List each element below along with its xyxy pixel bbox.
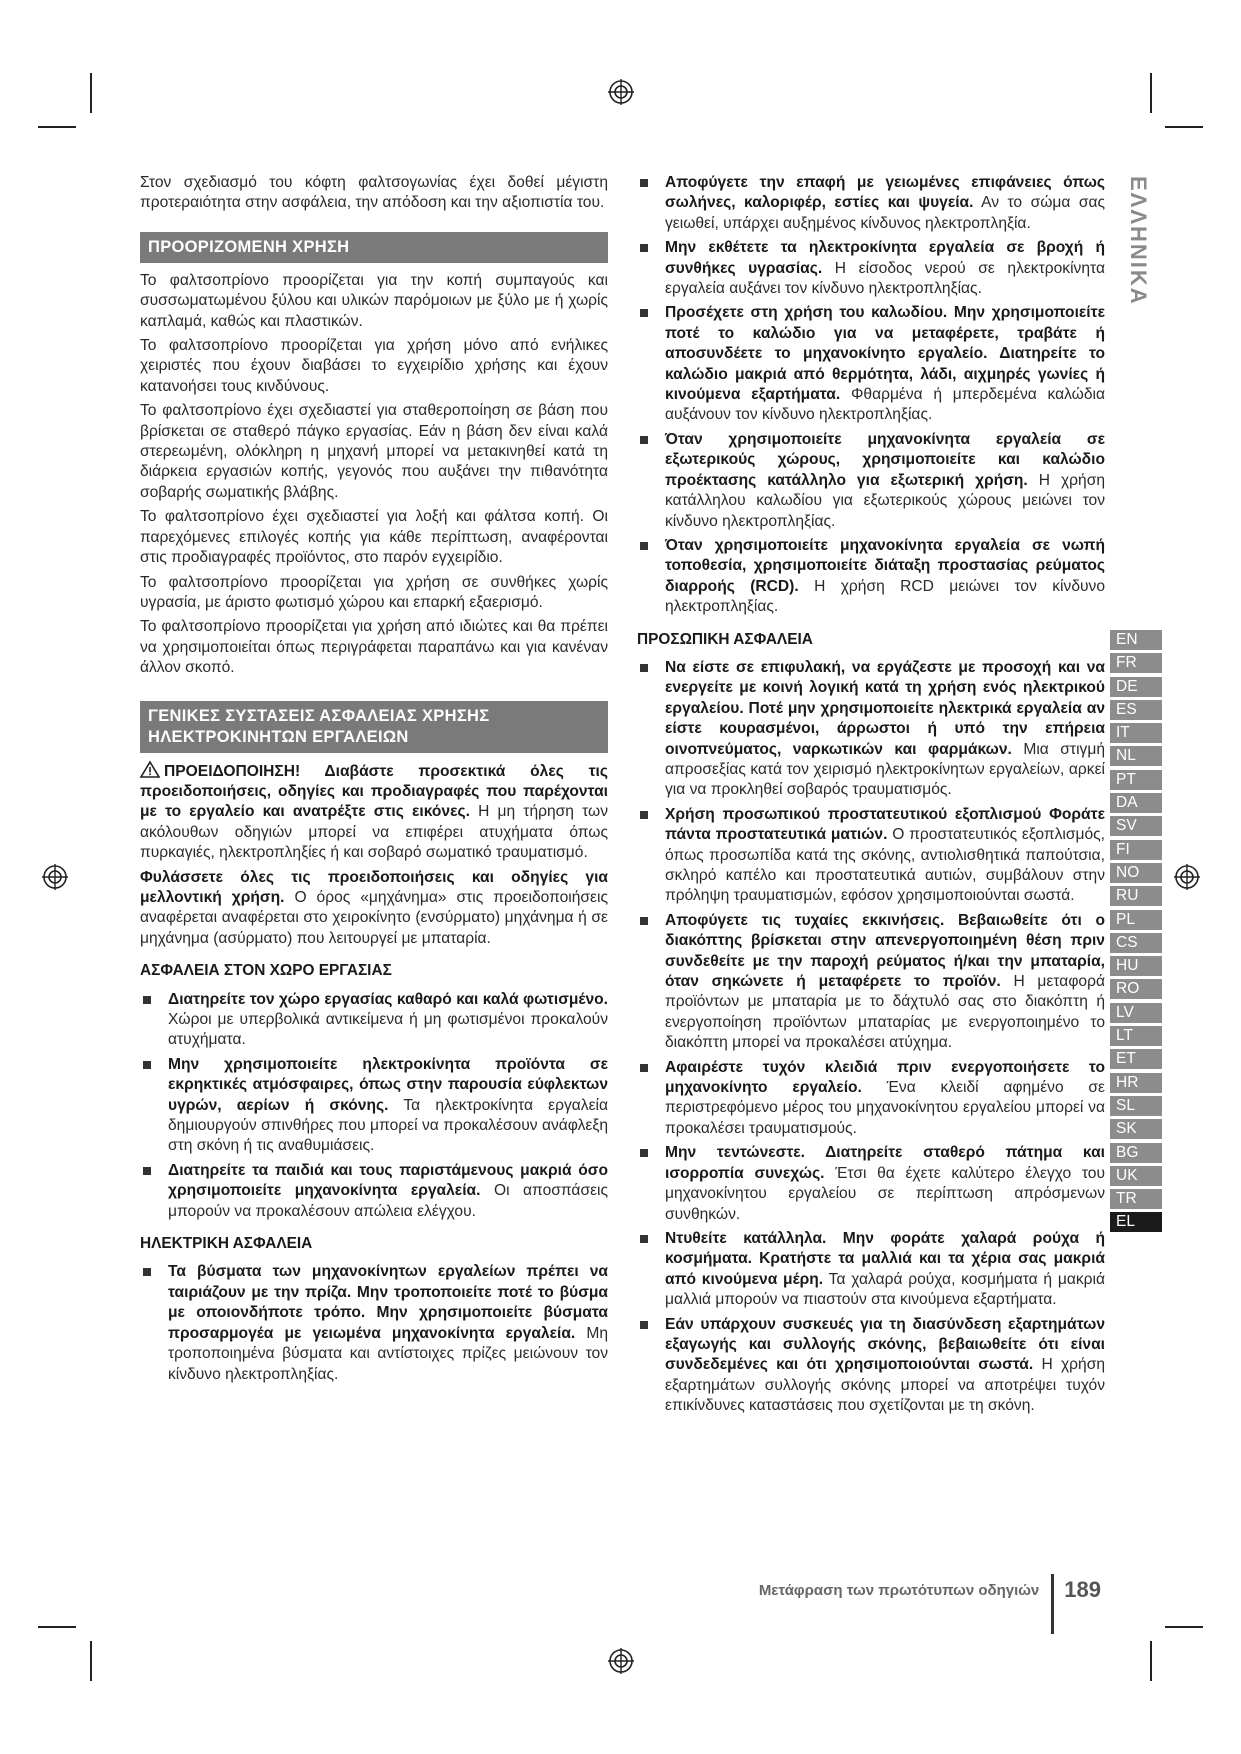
paragraph: Το φαλτσοπρίονο προορίζεται για την κοπή συμπαγούς και συσσωματωμένου ξύλου και υλικών παρόμοιων με ξύλο με ή χωρίς καπλαμά, καθώς και πλαστικών. (140, 271, 608, 330)
list-item-text: Μια στιγμή απροσεξίας κατά τον χειρισμό ηλεκτροκίνητων εργαλείων, αρκεί για να προκληθεί σοβαρός τραυματισμός. (665, 740, 1105, 799)
crop-mark (1150, 1641, 1152, 1681)
language-tab-pt: PT (1110, 770, 1162, 790)
list-item-bold: Να είστε σε επιφυλακή, να εργάζεστε με προσοχή και να ενεργείτε με κοινή λογική κατά τη χρήση ενός ηλεκτρικού εργαλείου. Ποτέ μην χρησιμοποιείτε ηλεκτρικά εργαλεία αν είστε κουρασμένοι, άρρωστοι ή υπό την επήρεια οινοπνεύματος, ναρκωτικών και φαρμάκων. (665, 658, 1105, 758)
crop-mark (90, 73, 92, 113)
language-tab-el: EL (1110, 1212, 1162, 1232)
registration-mark-icon (40, 862, 70, 892)
language-tab-fi: FI (1110, 840, 1162, 860)
language-tab-sk: SK (1110, 1119, 1162, 1139)
warning-triangle-icon (140, 761, 160, 778)
crop-mark (1165, 1626, 1203, 1628)
warning-bold: ΠΡΟΕΙΔΟΠΟΙΗΣΗ! Διαβάστε προσεκτικά όλες τις προειδοποιήσεις, οδηγίες και προδιαγραφές που παρέχονται με το εργαλείο και ανατρέξτε στις εικόνες. (140, 762, 608, 821)
language-tabs (1110, 630, 1162, 1236)
electrical-list (140, 1262, 608, 1384)
list-item-text: Η χρήση κατάλληλου καλωδίου για εξωτερικούς χώρους μειώνει τον κίνδυνο ηλεκτροπληξίας. (665, 471, 1105, 530)
subheading-electrical: ΗΛΕΚΤΡΙΚΗ ΑΣΦΑΛΕΙΑ (140, 1235, 313, 1253)
registration-mark-icon (1172, 862, 1202, 892)
list-item-text: Η είσοδος νερού σε ηλεκτροκίνητα εργαλεία αυξάνει τον κίνδυνο ηλεκτροπληξίας. (665, 259, 1105, 298)
list-item-bold: Μην τεντώνεστε. Διατηρείτε σταθερό πάτημα και ισορροπία συνεχώς. (665, 1144, 1105, 1182)
list-item (637, 1143, 1105, 1225)
language-tab-cs: CS (1110, 933, 1162, 953)
section-header-line: ΗΛΕΚΤΡΟΚΙΝΗΤΩΝ ΕΡΓΑΛΕΙΩΝ (148, 727, 409, 746)
language-tab-uk: UK (1110, 1166, 1162, 1186)
crop-mark (1150, 73, 1152, 113)
list-item-text: Χώροι με υπερβολικά αντικείμενα ή μη φωτισμένοι προκαλούν ατυχήματα. (168, 1011, 608, 1049)
language-tab-tr: TR (1110, 1189, 1162, 1209)
list-item-bold: Αφαιρέστε τυχόν κλειδιά πριν ενεργοποιήσετε το μηχανοκίνητο εργαλείο. (665, 1058, 1105, 1097)
paragraph: Το φαλτσοπρίονο προορίζεται για χρήση από ιδιώτες και θα πρέπει να χρησιμοποιείται όπως περιγράφεται παραπάνω και για κανέναν άλλον σκοπό. (140, 618, 608, 677)
language-tab-ro: RO (1110, 979, 1162, 999)
list-item (140, 1262, 608, 1384)
list-item-bold: Χρήση προσωπικού προστατευτικού εξοπλισμού Φοράτε πάντα προστατευτικά ματιών. (665, 805, 1105, 844)
list-item (140, 990, 608, 1051)
left-column (140, 173, 608, 1389)
list-item-text: Η χρήση RCD μειώνει τον κίνδυνο ηλεκτροπληξίας. (665, 577, 1105, 616)
list-item-text: Η χρήση εξαρτημάτων συλλογής σκόνης μπορεί να αποτρέψει τυχόν επικίνδυνες καταστάσεις που σχετίζονται με τη σκόνη. (665, 1356, 1106, 1415)
list-item (637, 238, 1105, 299)
list-item-bold: Τα βύσματα των μηχανοκίνητων εργαλείων πρέπει να ταιριάζουν με την πρίζα. Μην τροποποιείτε ποτέ το βύσμα με οποιονδήποτε τρόπο. Μην χρησιμοποιείτε βύσματα προσαρμογέα με γειωμένα μηχανοκίνητα εργαλεία. (168, 1263, 608, 1342)
list-item (637, 303, 1105, 425)
list-item (637, 911, 1105, 1054)
list-item-bold: Μην χρησιμοποιείτε ηλεκτροκίνητα προϊόντα σε εκρηκτικές ατμόσφαιρες, όπως στην παρουσία εύφλεκτων υγρών, αερίων ή σκόνης. (168, 1055, 608, 1114)
language-tab-it: IT (1110, 723, 1162, 743)
language-tab-da: DA (1110, 793, 1162, 813)
list-item-bold: Όταν χρησιμοποιείτε μηχανοκίνητα εργαλεία σε νωπή τοποθεσία, χρησιμοποιείτε διάταξη προστασίας ρεύματος διαρροής (RCD). (665, 536, 1105, 595)
list-item (637, 1229, 1105, 1311)
intro-paragraph: Στον σχεδιασμό του κόφτη φαλτσογωνίας έχει δοθεί μέγιστη προτεραιότητα στην ασφάλεια, την απόδοση και την αξιοπιστία του. (140, 174, 608, 212)
list-item-bold: Ντυθείτε κατάλληλα. Μην φοράτε χαλαρά ρούχα ή κοσμήματα. Κρατήστε τα μαλλιά και τα χέρια σας μακριά από κινούμενα μέρη. (665, 1229, 1105, 1288)
paragraph: Το φαλτσοπρίονο προορίζεται για χρήση σε συνθήκες χωρίς υγρασία, με άριστο φωτισμό χώρου και επαρκή εξαερισμό. (140, 573, 608, 611)
list-item-bold: Προσέχετε στη χρήση του καλωδίου. Μην χρησιμοποιείτε ποτέ το καλώδιο για να μεταφέρετε, τραβάτε ή αποσυνδέετε το μηχανοκίνητο εργαλείο. Διατηρείτε το καλώδιο μακριά από θερμότητα, λάδι, αιχμηρές γωνίες ή κινούμενα εξαρτήματα. (665, 304, 1105, 404)
language-tab-de: DE (1110, 677, 1162, 697)
right-column (637, 173, 1105, 1421)
list-item-text: Ένα κλειδί αφημένο σε περιστρεφόμενο μέρος του μηχανοκίνητου εργαλείου μπορεί να προκαλέσει τραυματισμούς. (665, 1079, 1105, 1137)
paragraph: Το φαλτσοπρίονο έχει σχεδιαστεί για λοξή και φάλτσα κοπή. Οι παρεχόμενες επιλογές κοπής για κάθε περίπτωση, αναφέρονται στις προδιαγραφές προϊόντος, στο παρόν εγχειρίδιο. (140, 508, 608, 567)
list-item-text: Τα ηλεκτροκίνητα εργαλεία δημιουργούν σπινθήρες που μπορεί να προκαλέσουν ανάφλεξη στη σκόνη ή τις αναθυμιάσεις. (168, 1096, 609, 1155)
crop-mark (90, 1641, 92, 1681)
registration-mark-icon (606, 1646, 636, 1676)
subheading-work-area: ΑΣΦΑΛΕΙΑ ΣΤΟΝ ΧΩΡΟ ΕΡΓΑΣΙΑΣ (140, 962, 392, 980)
list-item-text: Φθαρμένα ή μπερδεμένα καλώδια αυξάνουν τον κίνδυνο ηλεκτροπληξίας. (665, 386, 1105, 424)
language-tab-lt: LT (1110, 1026, 1162, 1046)
section-header-general-safety (140, 701, 608, 753)
list-item (140, 1055, 608, 1157)
list-item-text: Έτσι θα έχετε καλύτερο έλεγχο του μηχανοκίνητου εργαλείου σε περίπτωση απρόσμενων συνθηκών. (665, 1164, 1105, 1223)
list-item (637, 536, 1105, 618)
list-item (637, 430, 1105, 532)
registration-mark-icon (606, 77, 636, 107)
language-tab-pl: PL (1110, 910, 1162, 930)
warning-paragraph (140, 761, 608, 864)
list-item-text: Οι αποσπάσεις μπορούν να προκαλέσουν απώλεια ελέγχου. (168, 1182, 608, 1220)
language-tab-et: ET (1110, 1049, 1162, 1069)
list-item-bold: Όταν χρησιμοποιείτε μηχανοκίνητα εργαλεία σε εξωτερικούς χώρους, χρησιμοποιείτε και καλώδιο προέκτασης κατάλληλο για εξωτερική χρήση. (665, 430, 1105, 489)
list-item-bold: Διατηρείτε τα παιδιά και τους παριστάμενους μακριά όσο χρησιμοποιείτε μηχανοκίνητα εργαλεία. (168, 1161, 608, 1200)
language-tab-sv: SV (1110, 816, 1162, 836)
footer-text: Μετάφραση των πρωτότυπων οδηγιών (758, 1581, 1040, 1599)
language-tab-sl: SL (1110, 1096, 1162, 1116)
language-tab-bg: BG (1110, 1143, 1162, 1163)
language-tab-nl: NL (1110, 746, 1162, 766)
list-item-bold: Διατηρείτε τον χώρο εργασίας καθαρό και καλά φωτισμένο. (168, 990, 608, 1008)
language-tab-lv: LV (1110, 1003, 1162, 1023)
crop-mark (38, 1626, 76, 1628)
list-item-bold: Αποφύγετε την επαφή με γειωμένες επιφάνειες όπως σωλήνες, καλοριφέρ, εστίες και ψυγεία. (665, 174, 1105, 212)
list-item-text: Ο προστατευτικός εξοπλισμός, όπως προσωπίδα κατά της σκόνης, αντιολισθητικά παπούτσια, σκληρό καπέλο και προστατευτικά αυτιών, συμβάλουν στην πρόληψη τραυματισμών, εφόσον χρησιμοποιούνται σωστά. (665, 826, 1105, 905)
list-item-text: Τα χαλαρά ρούχα, κοσμήματα ή μακριά μαλλιά μπορούν να πιαστούν στα κινούμενα εξαρτήματα. (665, 1270, 1105, 1309)
list-item (140, 1161, 608, 1222)
language-tab-en: EN (1110, 630, 1162, 650)
page-number: 189 (1064, 1577, 1101, 1602)
list-item-text: Μη τροποποιημένα βύσματα και αντίστοιχες πρίζες μειώνουν τον κίνδυνο ηλεκτροπληξίας. (168, 1324, 608, 1383)
personal-safety-list (637, 658, 1105, 1417)
list-item-text: Αν το σώμα σας γειωθεί, υπάρχει αυξημένος κίνδυνος ηλεκτροπληξία. (665, 194, 1106, 232)
list-item-text: Η μεταφορά προϊόντων με μπαταρία με το δάχτυλό σας στο διακόπτη ή ενεργοποίηση προϊόντων μπαταρίας με ενεργοποιημένο το διακόπτη μπορεί να προκαλέσει ατύχημα. (665, 973, 1105, 1052)
section-header-line: ΓΕΝΙΚΕΣ ΣΥΣΤΑΣΕΙΣ ΑΣΦΑΛΕΙΑΣ ΧΡΗΣΗΣ (148, 706, 490, 725)
keep-instructions-paragraph (140, 868, 608, 950)
warning-text: Η μη τήρηση των ακόλουθων οδηγιών μπορεί να επιφέρει ατυχήματα όπως πυρκαγιές, ηλεκτροπληξίες ή και σοβαρό σωματικό τραυματισμό. (140, 803, 608, 862)
intended-use-paragraphs (140, 271, 608, 679)
list-item-bold: Μην εκθέτετε τα ηλεκτροκίνητα εργαλεία σε βροχή ή συνθήκες υγρασίας. (665, 239, 1105, 277)
list-item-bold: Αποφύγετε τις τυχαίες εκκινήσεις. Βεβαιωθείτε ότι ο διακόπτης βρίσκεται στην απενεργοποιημένη θέση πριν συνδεθείτε με την παροχή ρεύματος ή/και την μπαταρία, όταν σηκώνετε ή μεταφέρετε το προϊόν. (665, 911, 1105, 991)
side-language-title (1110, 174, 1151, 306)
work-area-list (140, 990, 608, 1222)
crop-mark (38, 126, 76, 128)
list-item (637, 805, 1105, 907)
paragraph: Το φαλτσοπρίονο προορίζεται για χρήση μόνο από ενήλικες χειριστές που έχουν διαβάσει το εγχειρίδιο χρήσης και έχουν κατανοήσει τους κινδύνους. (140, 337, 608, 395)
side-title-text: ΕΛΛΗΝΙΚΑ (1126, 176, 1151, 306)
language-tab-es: ES (1110, 700, 1162, 720)
page-footer (759, 1575, 1101, 1605)
language-tab-hr: HR (1110, 1073, 1162, 1093)
section-header-intended-use: ΠΡΟΟΡΙΖΟΜΕΝΗ ΧΡΗΣΗ (140, 232, 608, 263)
list-item (637, 1315, 1105, 1417)
language-tab-no: NO (1110, 863, 1162, 883)
electrical-list-continued (637, 173, 1105, 618)
crop-mark (1165, 126, 1203, 128)
keep-bold: Φυλάσσετε όλες τις προειδοποιήσεις και οδηγίες για μελλοντική χρήση. (140, 868, 608, 906)
language-tab-ru: RU (1110, 886, 1162, 906)
language-tab-hu: HU (1110, 956, 1162, 976)
subheading-personal-safety: ΠΡΟΣΩΠΙΚΗ ΑΣΦΑΛΕΙΑ (637, 630, 813, 648)
keep-text: Ο όρος «μηχάνημα» στις προειδοποιήσεις αναφέρεται αναφέρεται στο χειροκίνητο (ενσύρματο) μηχάνημα ή σε μηχάνημα (ασύρματο) που λειτουργεί με μπαταρία. (140, 888, 608, 947)
language-tab-fr: FR (1110, 653, 1162, 673)
list-item (637, 1058, 1105, 1140)
footer-divider (1051, 1574, 1054, 1634)
list-item-bold: Εάν υπάρχουν συσκευές για τη διασύνδεση εξαρτημάτων εξαγωγής και συλλογής σκόνης, βεβαιωθείτε ότι είναι συνδεδεμένες και ότι χρησιμοποιούνται σωστά. (665, 1315, 1105, 1374)
list-item (637, 173, 1105, 234)
paragraph: Το φαλτσοπρίονο έχει σχεδιαστεί για σταθεροποίηση σε βάση που βρίσκεται σε σταθερό πάγκο εργασίας. Εάν η βάση δεν είναι καλά στερεωμένη, ολόκληρη η μηχανή μπορεί να μετακινηθεί κατά τη διάρκεια εργασιών κοπής, γεγονός που αυξάνει την πιθανότητα σοβαρής σωματικής βλάβης. (140, 402, 608, 501)
list-item (637, 658, 1105, 801)
